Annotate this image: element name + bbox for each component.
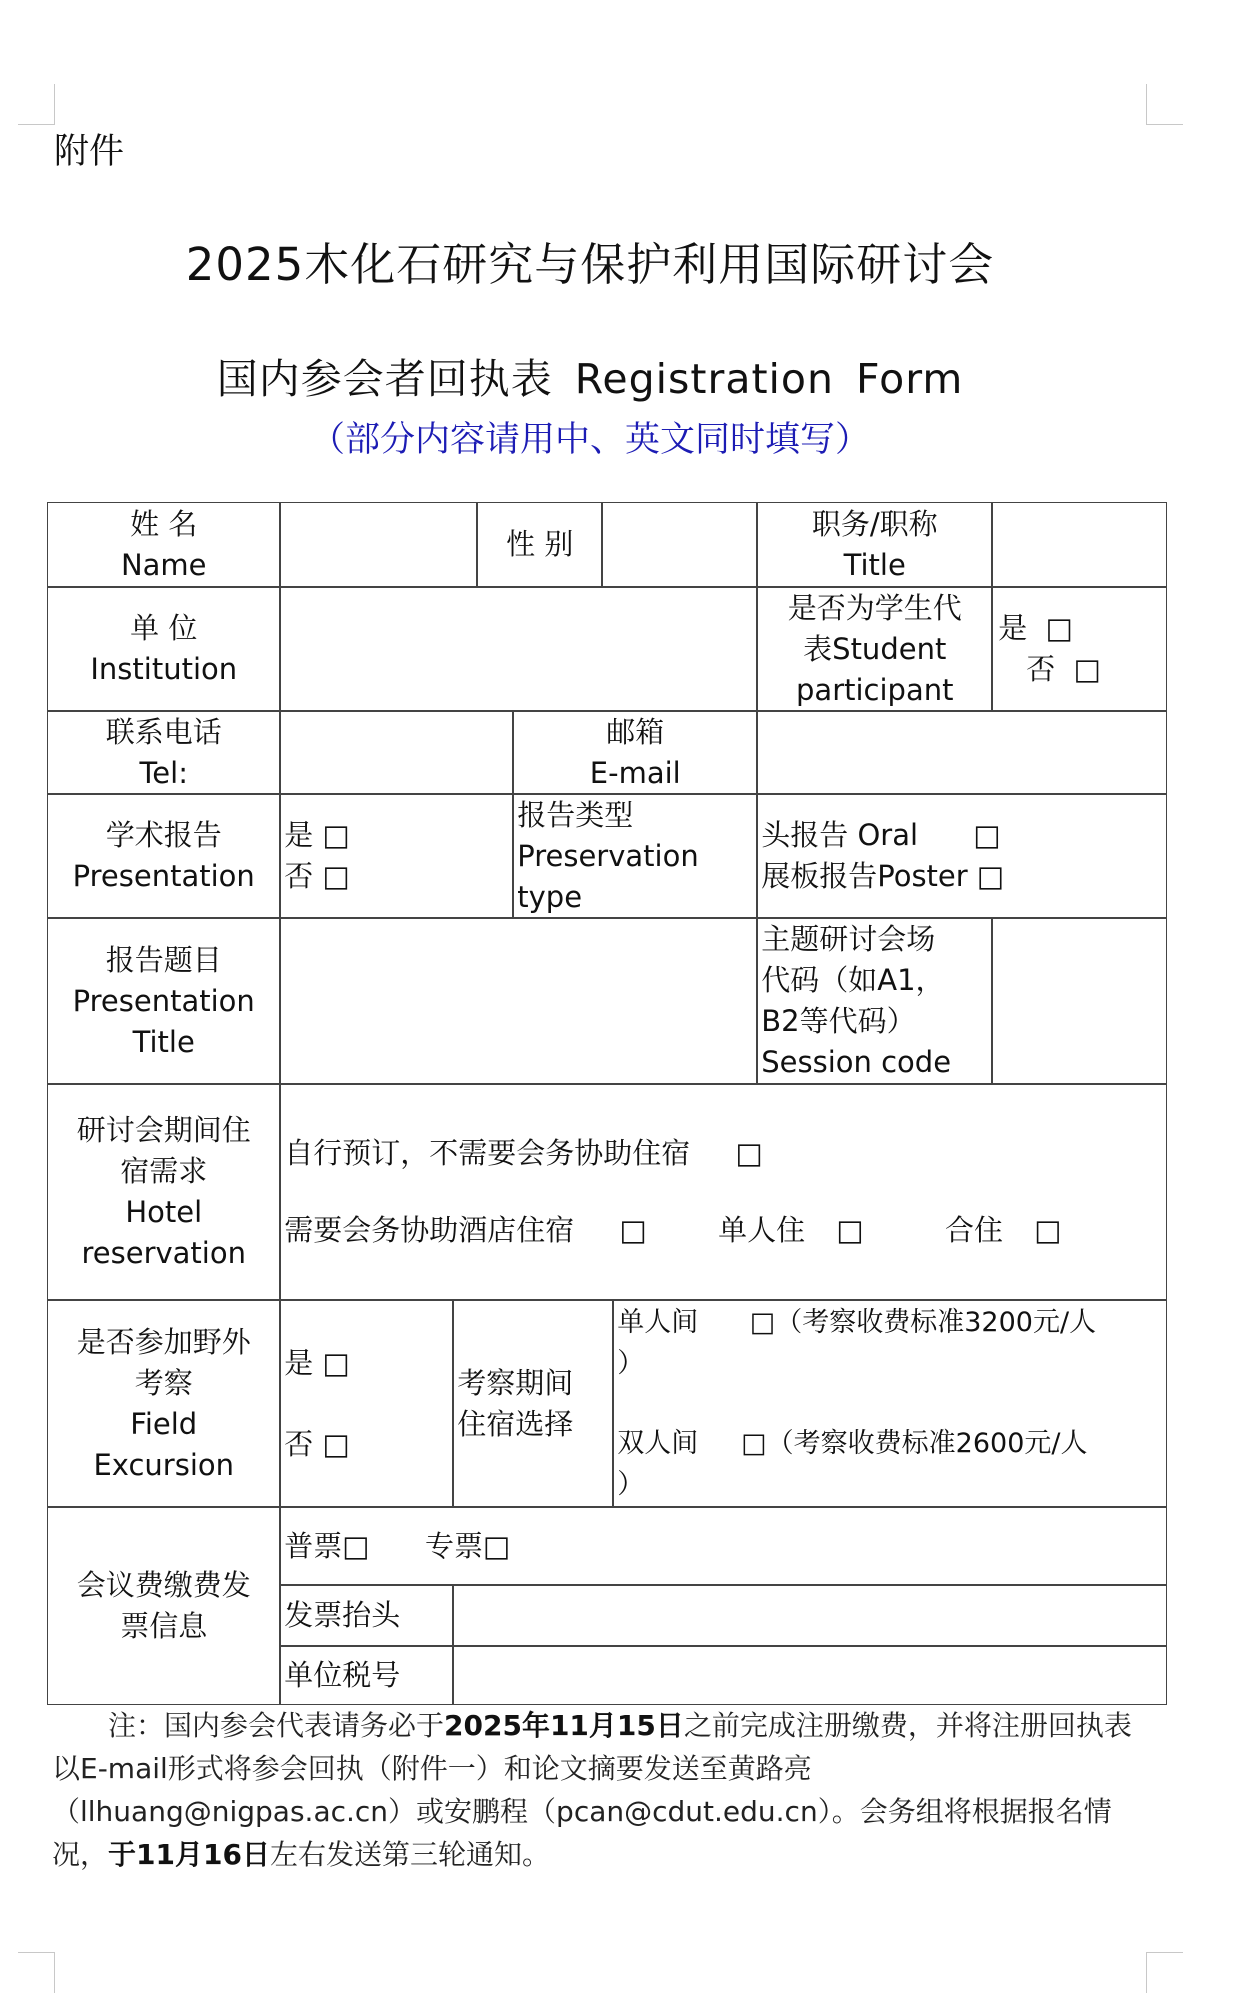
- invoice-type-options[interactable]: 普票□ 专票□: [284, 1528, 511, 1563]
- field-label-line2: 考察: [134, 1365, 193, 1400]
- invoice-type-cell: [280, 1507, 1167, 1585]
- tel-input[interactable]: [280, 711, 513, 794]
- hotel-self-checkbox[interactable]: □: [735, 1136, 763, 1171]
- institution-label-cell: [47, 587, 280, 711]
- ptype-label-line3: type: [517, 879, 583, 914]
- title-label-en: Title: [843, 547, 906, 582]
- ptype-options-cell: [757, 794, 1167, 918]
- gender-input[interactable]: [602, 502, 757, 587]
- invoice-header-label: 发票抬头: [284, 1598, 401, 1633]
- field-no-checkbox[interactable]: 否 □: [284, 1426, 350, 1461]
- tel-label-cn: 联系电话: [105, 714, 222, 749]
- fill-note: （部分内容请用中、英文同时填写）: [309, 420, 870, 460]
- oral-checkbox[interactable]: 头报告 Oral □: [761, 818, 1001, 853]
- hotel-label-cell: [47, 1084, 280, 1300]
- ptype-label-cell: [513, 794, 757, 918]
- title-label-cn: 职务/职称: [811, 506, 938, 541]
- hotel-label-line2: 宿需求: [120, 1154, 208, 1189]
- name-label-cn: 姓 名: [130, 506, 198, 541]
- student-options-cell: [992, 587, 1167, 711]
- invoice-label-cell: [47, 1507, 280, 1705]
- field-yes-checkbox[interactable]: 是 □: [284, 1345, 350, 1380]
- field-room-options-cell: [613, 1300, 1167, 1507]
- session-label-cell: [757, 918, 992, 1084]
- tax-number-label-cell: [280, 1646, 453, 1705]
- student-yes-checkbox[interactable]: 是 □: [998, 611, 1074, 646]
- hotel-assist-label: 需要会务协助酒店住宿: [284, 1213, 575, 1248]
- session-label-line4: Session code: [761, 1045, 952, 1080]
- field-stay-label-cell: [453, 1300, 613, 1507]
- hotel-label-line1: 研讨会期间住: [76, 1113, 251, 1148]
- single-room-close-paren: ）: [617, 1348, 645, 1380]
- email-label-cn: 邮箱: [606, 714, 665, 749]
- presentation-options-cell: [280, 794, 513, 918]
- crop-mark-top-right: [1146, 84, 1183, 125]
- note-part1: 注：国内参会代表请务必于: [108, 1709, 445, 1742]
- ptitle-label-cell: [47, 918, 280, 1084]
- gender-label: 性 别: [506, 527, 574, 562]
- presentation-no-checkbox[interactable]: 否 □: [284, 859, 350, 894]
- hotel-self-label: 自行预订，不需要会务协助住宿: [284, 1136, 691, 1171]
- presentation-label-cell: [47, 794, 280, 918]
- hotel-assist-checkbox[interactable]: □: [619, 1213, 647, 1248]
- ptitle-label-line1: 报告题目: [105, 942, 222, 977]
- tax-number-label: 单位税号: [284, 1658, 401, 1693]
- tel-label-cell: [47, 711, 280, 794]
- crop-mark-bottom-right: [1146, 1952, 1183, 1993]
- hotel-assist-row: [284, 1210, 1061, 1251]
- student-label-line1: 是否为学生代: [787, 590, 962, 625]
- hotel-label-line4: reservation: [81, 1236, 246, 1271]
- invoice-header-input[interactable]: [453, 1585, 1167, 1646]
- student-label-cell: [757, 587, 992, 711]
- institution-input[interactable]: [280, 587, 757, 711]
- title-label-cell: [757, 502, 992, 587]
- student-no-checkbox[interactable]: 否 □: [1026, 652, 1102, 687]
- hotel-self-row: [284, 1133, 763, 1174]
- name-input[interactable]: [280, 502, 477, 587]
- hotel-single-label: 单人住: [718, 1213, 806, 1248]
- hotel-shared-label: 合住: [944, 1213, 1003, 1248]
- field-label-line1: 是否参加野外: [76, 1324, 251, 1359]
- gender-label-cell: [477, 502, 602, 587]
- ptitle-label-line2: Presentation: [72, 983, 255, 1018]
- hotel-single-checkbox[interactable]: □: [836, 1213, 864, 1248]
- ptype-label-line2: Preservation: [517, 838, 699, 873]
- hotel-options-cell: [280, 1084, 1167, 1300]
- name-label-cell: [47, 502, 280, 587]
- hotel-label-line3: Hotel: [125, 1195, 203, 1230]
- note-third-notice-date: 于11月16日: [108, 1838, 270, 1871]
- field-stay-label-line2: 住宿选择: [457, 1406, 574, 1441]
- invoice-header-label-cell: [280, 1585, 453, 1646]
- double-room-option[interactable]: 双人间 □（考察收费标准2600元/人: [617, 1428, 1088, 1460]
- footnote: [52, 1704, 1132, 1876]
- title-input[interactable]: [992, 502, 1167, 587]
- session-label-line2: 代码（如A1，: [761, 963, 945, 998]
- form-title: 国内参会者回执表 Registration Form: [216, 355, 964, 403]
- student-label-line2: 表Student: [803, 631, 947, 666]
- note-part2: 之前完成注册缴费，并将注册回执表以E-mail形式将参会回执（附件一）和论文摘要发送至黄路亮（llhuang@nigpas.ac.cn）或安鹏程（pcan@cdut.edu.cn）。会务组将根据报名情况，: [52, 1709, 1132, 1871]
- crop-mark-top-left: [18, 84, 55, 125]
- field-label-cell: [47, 1300, 280, 1507]
- tax-number-input[interactable]: [453, 1646, 1167, 1705]
- session-label-line3: B2等代码）: [761, 1004, 916, 1039]
- single-room-option[interactable]: 单人间 □（考察收费标准3200元/人: [617, 1307, 1097, 1339]
- session-input[interactable]: [992, 918, 1167, 1084]
- invoice-label-line1: 会议费缴费发: [76, 1568, 251, 1603]
- invoice-label-line2: 票信息: [120, 1609, 208, 1644]
- attachment-label: 附件: [54, 132, 125, 172]
- field-label-line3: Field: [130, 1406, 198, 1441]
- field-stay-label-line1: 考察期间: [457, 1365, 574, 1400]
- presentation-label-cn: 学术报告: [105, 818, 222, 853]
- ptitle-input[interactable]: [280, 918, 757, 1084]
- email-label-cell: [513, 711, 757, 794]
- tel-label-en: Tel:: [139, 755, 188, 790]
- institution-label-en: Institution: [90, 652, 238, 687]
- ptype-label-line1: 报告类型: [517, 797, 634, 832]
- poster-checkbox[interactable]: 展板报告Poster □: [761, 859, 1005, 894]
- name-label-en: Name: [120, 547, 207, 582]
- email-input[interactable]: [757, 711, 1167, 794]
- note-deadline: 2025年11月15日: [444, 1709, 684, 1742]
- institution-label-cn: 单 位: [130, 611, 198, 646]
- crop-mark-bottom-left: [18, 1952, 55, 1993]
- email-label-en: E-mail: [589, 755, 681, 790]
- presentation-label-en: Presentation: [72, 859, 255, 894]
- session-label-line1: 主题研讨会场: [761, 922, 936, 957]
- hotel-shared-checkbox[interactable]: □: [1034, 1213, 1062, 1248]
- presentation-yes-checkbox[interactable]: 是 □: [284, 818, 350, 853]
- note-part3: 左右发送第三轮通知。: [269, 1838, 550, 1871]
- field-options-cell: [280, 1300, 453, 1507]
- double-room-close-paren: ）: [617, 1469, 645, 1501]
- field-label-line4: Excursion: [93, 1447, 234, 1482]
- ptitle-label-line3: Title: [132, 1024, 195, 1059]
- student-label-line3: participant: [796, 672, 954, 707]
- conference-title: 2025木化石研究与保护利用国际研讨会: [185, 238, 995, 291]
